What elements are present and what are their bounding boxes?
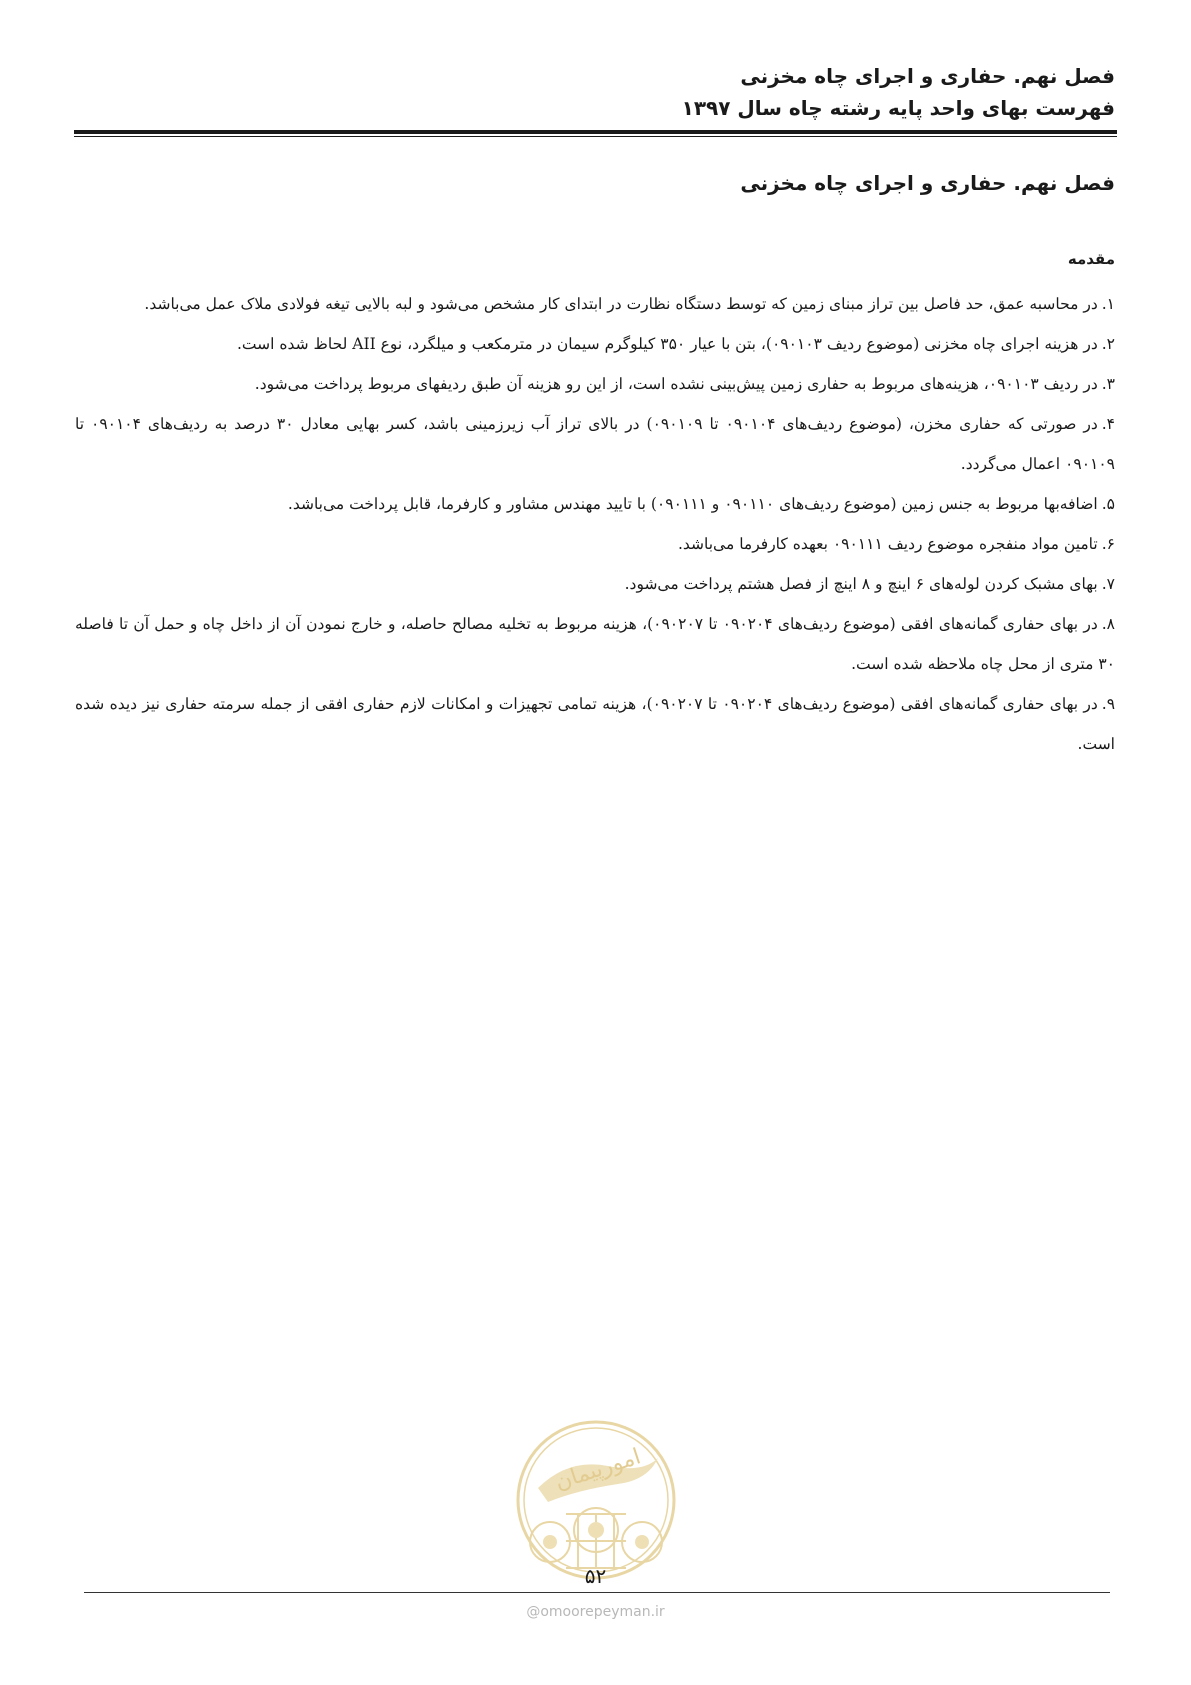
note-item — [75, 604, 1115, 684]
note-number: ۸. — [1101, 615, 1115, 633]
note-text: در بهای حفاری گمانه‌های افقی (موضوع ردیف‌های ۰۹۰۲۰۴ تا ۰۹۰۲۰۷)، هزینه تمامی تجهیزات و امکانات لازم حفاری افقی از جمله سرمته حفاری نیز دیده شده است. — [75, 695, 1115, 753]
note-item — [75, 404, 1115, 484]
note-text: بهای مشبک کردن لوله‌های ۶ اینچ و ۸ اینچ از فصل هشتم پرداخت می‌شود. — [624, 575, 1098, 593]
website-watermark: @omoorepeyman.ir — [526, 1604, 665, 1620]
note-item — [75, 684, 1115, 764]
note-number: ۶. — [1101, 535, 1115, 553]
watermark-logo-text: امورپیمان — [552, 1444, 644, 1496]
notes-list — [75, 284, 1115, 764]
chapter-title: فصل نهم. حفاری و اجرای چاه مخزنی — [740, 171, 1115, 195]
note-text: در هزینه اجرای چاه مخزنی (موضوع ردیف ۰۹۰۱۰۳)، بتن با عیار ۳۵۰ کیلوگرم سیمان در مترمکعب و میلگرد، نوع AII لحاظ شده است. — [236, 335, 1098, 353]
note-number: ۹. — [1101, 695, 1116, 713]
running-header-document-title: فهرست بهای واحد پایه رشته چاه سال ۱۳۹۷ — [681, 96, 1115, 120]
note-item — [75, 284, 1115, 324]
note-text: در صورتی که حفاری مخزن، (موضوع ردیف‌های ۰۹۰۱۰۴ تا ۰۹۰۱۰۹) در بالای تراز آب زیرزمینی باشد، کسر بهایی معادل ۳۰ درصد به ردیف‌های ۰۹۰۱۰۴ تا ۰۹۰۱۰۹ اعمال می‌گردد. — [75, 415, 1115, 473]
note-number: ۴. — [1101, 415, 1115, 433]
footer-rule — [84, 1592, 1110, 1593]
running-header — [75, 60, 1115, 124]
section-heading-introduction: مقدمه — [1067, 250, 1115, 268]
note-text: تامین مواد منفجره موضوع ردیف ۰۹۰۱۱۱ بعهده کارفرما می‌باشد. — [677, 535, 1098, 553]
note-text: در ردیف ۰۹۰۱۰۳، هزینه‌های مربوط به حفاری زمین پیش‌بینی نشده است، از این رو هزینه آن طبق ردیفهای مربوط پرداخت می‌شود. — [254, 375, 1098, 393]
note-item — [75, 564, 1115, 604]
header-rule-thick — [74, 130, 1117, 134]
note-number: ۱. — [1101, 295, 1115, 313]
running-header-chapter: فصل نهم. حفاری و اجرای چاه مخزنی — [740, 64, 1115, 88]
header-rule-thin — [74, 136, 1117, 137]
note-text: در محاسبه عمق، حد فاصل بین تراز مبنای زمین که توسط دستگاه نظارت در ابتدای کار مشخص می‌شود و لبه بالایی تیغه فولادی ملاک عمل می‌باشد. — [144, 295, 1098, 313]
note-number: ۳. — [1101, 375, 1115, 393]
note-item — [75, 324, 1115, 364]
note-text: اضافه‌بها مربوط به جنس زمین (موضوع ردیف‌های ۰۹۰۱۱۰ و ۰۹۰۱۱۱) با تایید مهندس مشاور و کارفرما، قابل پرداخت می‌باشد. — [287, 495, 1098, 513]
note-number: ۲. — [1101, 335, 1115, 353]
note-number: ۷. — [1101, 575, 1115, 593]
note-number: ۵. — [1101, 495, 1115, 513]
page-number: ۵۲ — [584, 1564, 607, 1588]
note-item — [75, 484, 1115, 524]
note-item — [75, 524, 1115, 564]
note-item — [75, 364, 1115, 404]
note-text: در بهای حفاری گمانه‌های افقی (موضوع ردیف‌های ۰۹۰۲۰۴ تا ۰۹۰۲۰۷)، هزینه مربوط به تخلیه مصالح حاصله، و خارج نمودن آن از داخل چاه و حمل آن تا فاصله ۳۰ متری از محل چاه ملاحظه شده است. — [75, 615, 1115, 673]
